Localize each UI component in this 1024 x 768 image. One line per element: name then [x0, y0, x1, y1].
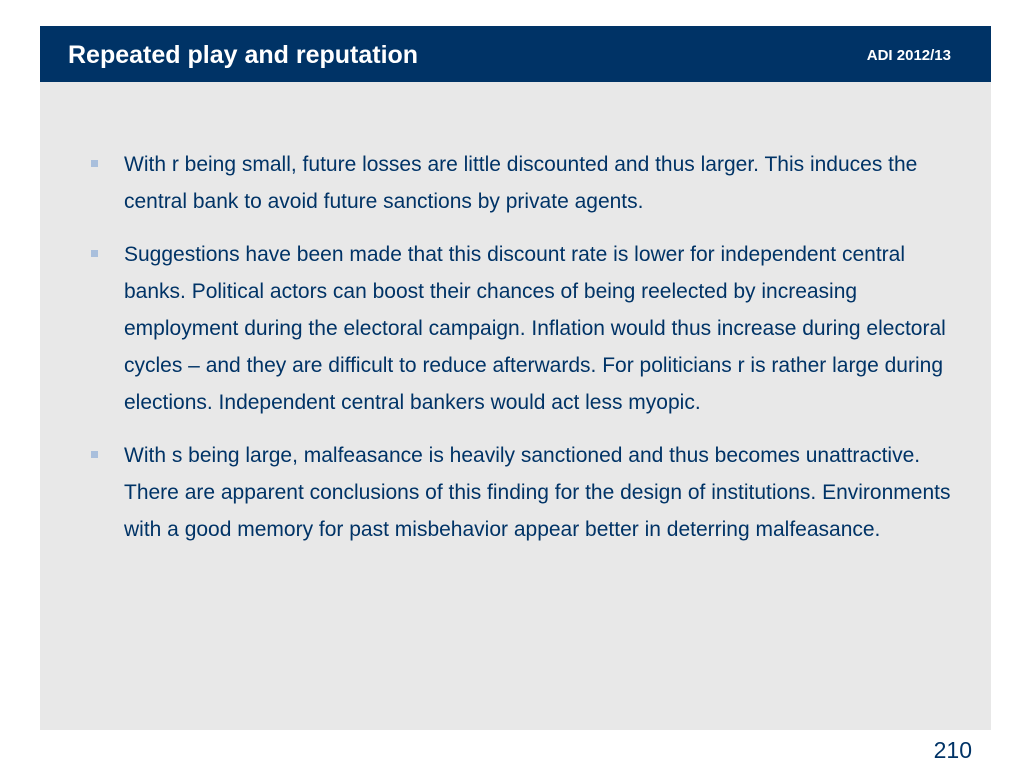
- slide-header: [40, 26, 991, 82]
- page-number: 210: [933, 737, 972, 763]
- bullet-text: With r being small, future losses are little discounted and thus larger. This induces the central bank to avoid future sanctions by private agents.: [124, 153, 918, 213]
- bullet-list: [90, 146, 960, 564]
- course-label: ADI 2012/13: [866, 47, 951, 64]
- bullet-text: With s being large, malfeasance is heavily sanctioned and thus becomes unattractive. There are apparent conclusions of this finding for the design of institutions. Environments with a good memory for past misbehavior appear better in deterring malfeasance.: [124, 444, 951, 541]
- bullet-text: Suggestions have been made that this discount rate is lower for independent central banks. Political actors can boost their chances of being reelected by increasing employment during the electoral campaign. Inflation would thus increase during electoral cycles – and they are difficult to reduce afterwards. For politicians r is rather large during elections. Independent central bankers would act less myopic.: [124, 243, 946, 414]
- bullet-item: [90, 146, 960, 220]
- bullet-item: [90, 236, 960, 421]
- square-bullet-icon: [91, 250, 98, 257]
- square-bullet-icon: [91, 451, 98, 458]
- slide-title: Repeated play and reputation: [68, 41, 419, 69]
- square-bullet-icon: [91, 160, 98, 167]
- bullet-item: [90, 437, 960, 548]
- slide-content: [40, 82, 991, 730]
